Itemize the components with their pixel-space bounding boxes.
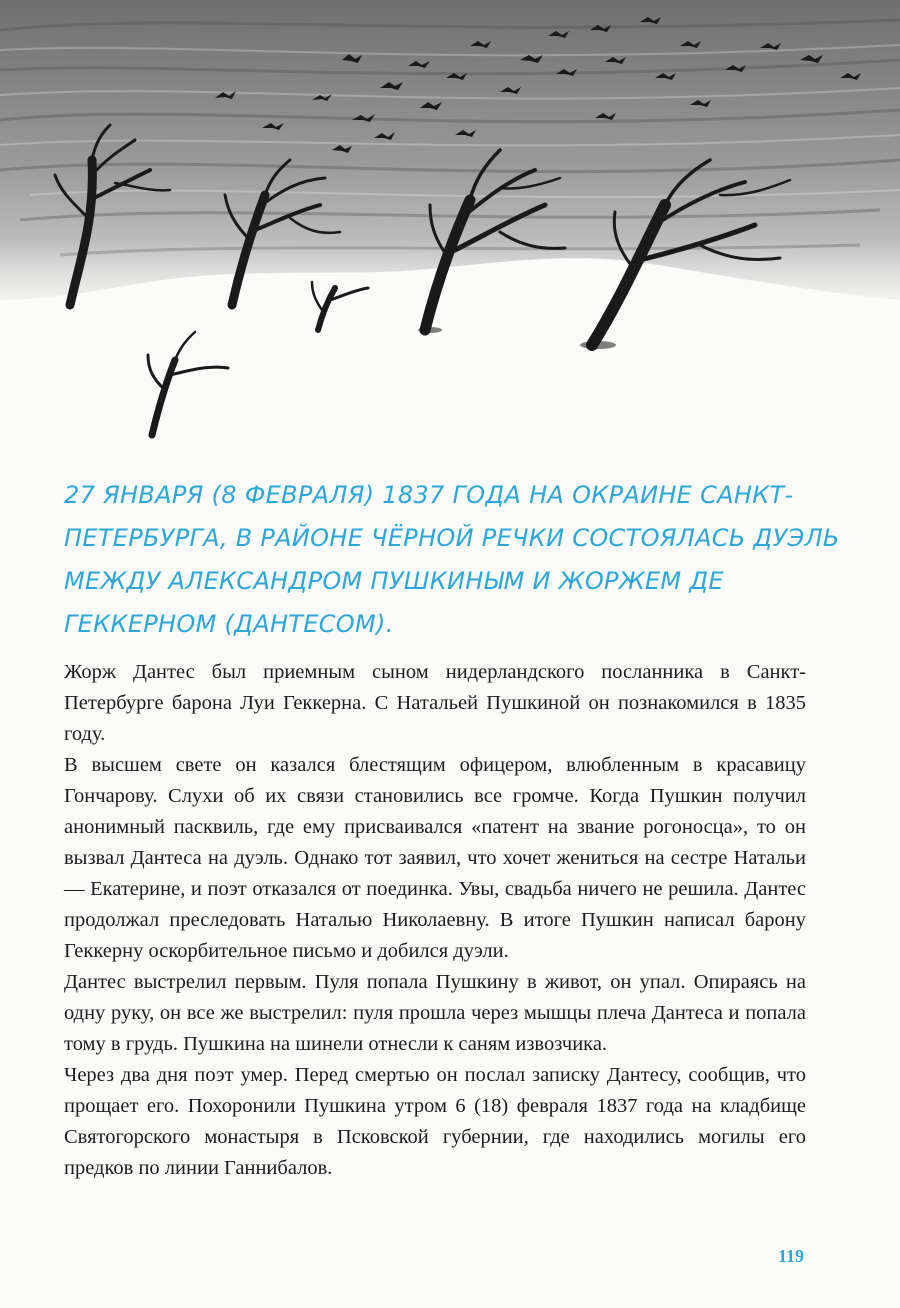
article-body [64,657,806,1184]
illustration-svg [0,0,900,460]
page-number: 119 [777,1246,804,1266]
illustration-caption: 27 ЯНВАРЯ (8 ФЕВРАЛЯ) 1837 ГОДА НА ОКРАИНЕ САНКТ-ПЕТЕРБУРГА, В РАЙОНЕ ЧЁРНОЙ РЕЧКИ СОСТОЯЛАСЬ ДУЭЛЬ МЕЖДУ АЛЕКСАНДРОМ ПУШКИНЫМ И ЖОРЖЕМ ДЕ ГЕККЕРНОМ (ДАНТЕСОМ). [64,481,840,638]
winter-trees-crows-illustration [0,0,900,460]
tree-icon [148,332,228,435]
paragraph: В высшем свете он казался блестящим офицером, влюбленным в красавицу Гончарову. Слухи об их связи становились все громче. Когда Пушкин получил анонимный пасквиль, где ему присваивался «патент на звание рогоносца», то он вызвал Дантеса на дуэль. Однако тот заявил, что хочет жениться на сестре Натальи — Екатерине, и поэт отказался от поединка. Увы, свадьба ничего не решила. Дантес продолжал преследовать Наталью Николаевну. В итоге Пушкин написал барону Геккерну оскорбительное письмо и добился дуэли. [64,754,806,962]
paragraph: Дантес выстрелил первым. Пуля попала Пушкину в живот, он упал. Опираясь на одну руку, он все же выстрелил: пуля прошла через мышцы плеча Дантеса и попала тому в грудь. Пушкина на шинели отнесли к саням извозчика. [64,971,806,1055]
paragraph: Жорж Дантес был приемным сыном нидерландского посланника в Санкт-Петербурге барона Луи Геккерна. С Натальей Пушкиной он познакомился в 1835 году. [64,661,806,745]
paragraph: Через два дня поэт умер. Перед смертью он послал записку Дантесу, сообщив, что прощает его. Похоронили Пушкина утром 6 (18) февраля 1837 года на кладбище Святогорского монастыря в Псковской губернии, где находились могилы его предков по линии Ганнибалов. [64,1064,806,1179]
